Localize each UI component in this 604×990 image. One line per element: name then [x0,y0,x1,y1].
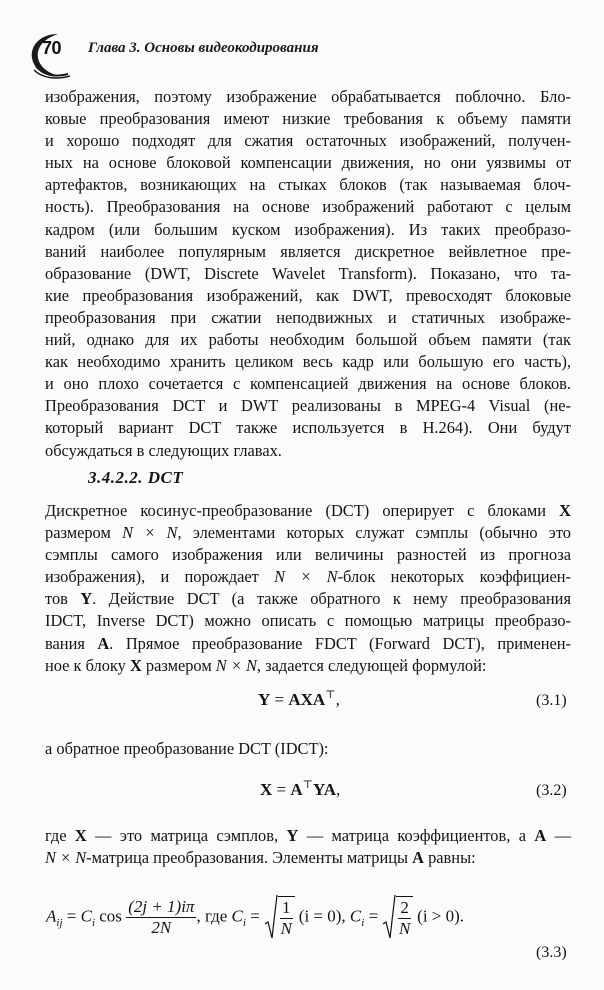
text-line: ваний наиболее популярным является дискретное вейвлетное пре- [45,241,571,261]
text-line: как необходимо хранить целиком весь кадр или большую его часть), [45,352,571,372]
paragraph-between [45,738,571,760]
equation-3-3: $A_{ij} = C_i$ cos $\frac{(2j + 1)i\pi}{2N}$ , где $C_i$ = $\frac{1}{N}$ (i = 0), $C_i$ = $\frac{2}{N}$ (i > 0). [46,896,464,939]
paragraph-3 [45,825,571,869]
equation-number: (3.2) [536,782,567,799]
text-line: где X — это матрица сэмплов, Y — матрица коэффициентов, а A — [45,826,571,845]
text-line: и хорошо подходят для сжатия остаточных изображений, получен- [45,131,571,151]
paragraph-1 [45,86,571,462]
text-line: изображения), и порождает N × N-блок некоторых коэффициен- [45,567,571,587]
equation-number: (3.1) [536,692,567,709]
fraction: $\frac{(2j + 1)i\pi}{2N}$ [128,897,195,937]
text-line: вания A. Прямое преобразование FDCT (Forward DCT), применен- [45,633,571,653]
text-line: обсуждаться в следующих главах. [45,440,282,460]
section-heading: 3.4.2.2. DCT [88,468,184,487]
equation-3-2: X = A⊤YA, [260,779,341,799]
text-line: ний, однако для их работы необходим большой объем памяти (так [45,330,571,350]
text-line: который вариант DCT также используется в H.264). Они будут [45,418,571,438]
equation-number: (3.3) [536,944,567,961]
text-line: кадром (или большим куском изображения). Из таких преобразо- [45,219,571,239]
text-line: а обратное преобразование DCT (IDCT): [45,739,329,758]
radical-sign-icon [382,894,396,940]
text-line: и оно плохо сочетается с компенсацией движения на основе блоков. [45,374,571,394]
text-line: сэмплы самого изображения или величины разностей из прогноза [45,545,571,565]
square-root: $\frac{1}{N}$ [264,896,295,939]
page-header [28,30,588,80]
text-line: тов Y. Действие DCT (а также обратного к нему преобразования [45,589,571,609]
square-root: $\frac{2}{N}$ [382,896,413,939]
text-line: изображения, поэтому изображение обрабатывается поблочно. Бло- [45,87,571,106]
equation-3-1: Y = AXA⊤, [258,689,340,709]
text-line: размером N × N, элементами которых служат сэмплы (обычно это [45,523,571,543]
text-line: образование (DWT, Discrete Wavelet Transform). Показано, что та- [45,263,571,283]
text-line: ковые преобразования имеют низкие требования к объему памяти [45,109,571,129]
text-line: артефактов, возникающих на стыках блоков (так называемая блоч- [45,175,571,195]
running-title: Глава 3. Основы видеокодирования [88,40,319,56]
text-line: ное к блоку X размером N × N, задается следующей формулой: [45,655,487,675]
text-line: Преобразования DCT и DWT реализованы в MPEG-4 Visual (не- [45,396,571,416]
text-line: ность). Преобразования на основе изображений работают с целым [45,197,571,217]
text-line: N × N-матрица преобразования. Элементы матрицы A равны: [45,848,476,868]
radical-sign-icon [264,894,278,940]
text-line: кие преобразования изображений, как DWT, превосходят блоковые [45,285,571,305]
page-number: 70 [42,38,62,58]
paragraph-2 [45,500,571,677]
text-line: преобразования при сжатии неподвижных и статичных изображе- [45,307,571,327]
text-line: IDCT, Inverse DCT) можно описать с помощью матрицы преобразо- [45,611,571,631]
text-line: ных на основе блоковой компенсации движения, но они уязвимы от [45,153,571,173]
text-line: Дискретное косинус-преобразование (DCT) оперирует с блоками X [45,501,571,520]
